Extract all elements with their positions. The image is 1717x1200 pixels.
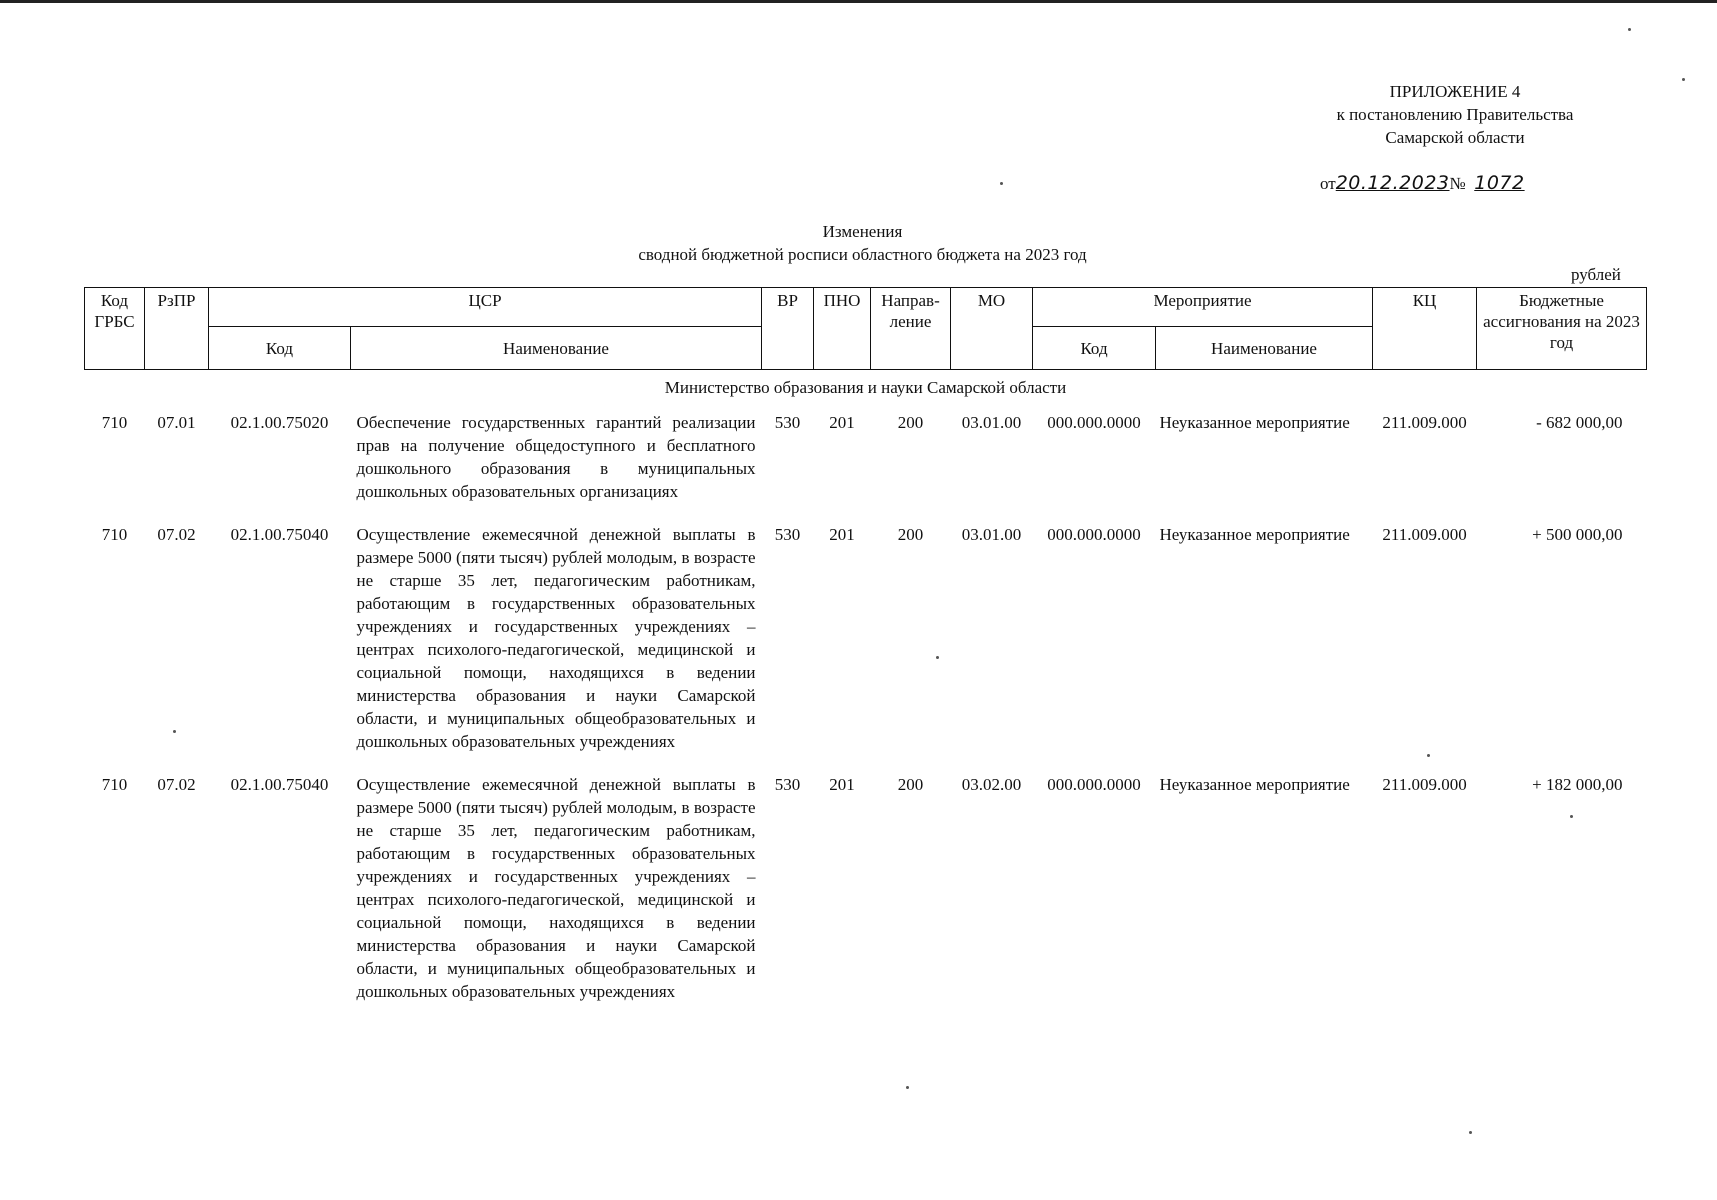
cell-rzpr: 07.02	[157, 525, 196, 544]
cell-event-name: Неуказанное мероприятие	[1159, 775, 1350, 794]
cell-grbs: 710	[101, 775, 128, 794]
scan-speck	[1628, 28, 1631, 31]
cell-kc: 211.009.000	[1382, 413, 1467, 432]
cell-grbs: 710	[101, 525, 128, 544]
cell-direction: 200	[897, 775, 924, 794]
cell-event-name: Неуказанное мероприятие	[1159, 525, 1350, 544]
document-title	[560, 220, 1165, 266]
header-rzpr: РзПР	[145, 288, 209, 370]
cell-csr-name: Обеспечение государственных гарантий реализации прав на получение общедоступного и бесплатного дошкольного образования в муниципальных дошкольных образовательных организациях	[356, 413, 756, 501]
cell-event-code: 000.000.0000	[1047, 413, 1141, 432]
scan-speck	[906, 1086, 909, 1089]
header-mo: МО	[951, 288, 1033, 370]
header-pno: ПНО	[814, 288, 871, 370]
cell-pno: 201	[829, 413, 855, 432]
scan-speck	[1570, 815, 1573, 818]
section-title: Министерство образования и науки Самарской области	[664, 378, 1067, 397]
cell-event-name: Неуказанное мероприятие	[1159, 413, 1350, 432]
header-kc: КЦ	[1373, 288, 1477, 370]
cell-kc: 211.009.000	[1382, 525, 1467, 544]
cell-amount: - 682 000,00	[1536, 413, 1623, 432]
cell-direction: 200	[897, 413, 924, 432]
document-title-line-1: Изменения	[822, 222, 903, 241]
decree-prefix: от	[1320, 174, 1336, 193]
cell-rzpr: 07.02	[157, 775, 196, 794]
appendix-title: ПРИЛОЖЕНИЕ 4	[1389, 82, 1521, 101]
scan-speck	[936, 656, 939, 659]
cell-csr-name: Осуществление ежемесячной денежной выплаты в размере 5000 (пяти тысяч) рублей молодым, в возрасте не старше 35 лет, педагогическим работникам, работающим в государственных образовательных учреждениях и государственных учреждениях – центрах психолого-педагогической, медицинской и социальной помощи, находящихся в ведении министерства образования и науки Самарской области, и муниципальных общеобразовательных и дошкольных образовательных учреждениях	[356, 775, 756, 1001]
table-row	[85, 519, 1647, 769]
decree-number: 1072	[1474, 172, 1525, 194]
cell-mo: 03.02.00	[961, 775, 1022, 794]
cell-pno: 201	[829, 775, 855, 794]
appendix-line-2: Самарской области	[1385, 128, 1525, 147]
document-title-line-2: сводной бюджетной росписи областного бюджета на 2023 год	[638, 245, 1087, 264]
cell-kc: 211.009.000	[1382, 775, 1467, 794]
cell-csr-code: 02.1.00.75040	[230, 775, 329, 794]
cell-event-code: 000.000.0000	[1047, 775, 1141, 794]
section-row	[85, 370, 1647, 408]
cell-csr-code: 02.1.00.75040	[230, 525, 329, 544]
header-event-code: Код	[1033, 327, 1156, 370]
decree-date: 20.12.2023	[1335, 172, 1450, 194]
table-body	[85, 370, 1647, 1020]
cell-mo: 03.01.00	[961, 525, 1022, 544]
scan-speck	[1682, 78, 1685, 81]
scan-top-edge	[0, 0, 1717, 3]
cell-amount: + 500 000,00	[1532, 525, 1623, 544]
header-event: Мероприятие	[1033, 288, 1373, 327]
cell-csr-code: 02.1.00.75020	[230, 413, 329, 432]
cell-event-code: 000.000.0000	[1047, 525, 1141, 544]
scan-speck	[1469, 1131, 1472, 1134]
appendix-block	[1250, 80, 1660, 149]
header-vr: ВР	[762, 288, 814, 370]
table-header	[85, 288, 1647, 370]
scan-speck	[1000, 182, 1003, 185]
cell-mo: 03.01.00	[961, 413, 1022, 432]
scan-speck	[1427, 754, 1430, 757]
header-csr-name: Наименование	[351, 327, 762, 370]
scan-speck	[173, 730, 176, 733]
table-row	[85, 769, 1647, 1019]
header-kod-grbs: Код ГРБС	[85, 288, 145, 370]
cell-csr-name: Осуществление ежемесячной денежной выплаты в размере 5000 (пяти тысяч) рублей молодым, в возрасте не старше 35 лет, педагогическим работникам, работающим в государственных образовательных учреждениях и государственных учреждениях – центрах психолого-педагогической, медицинской и социальной помощи, находящихся в ведении министерства образования и науки Самарской области, и муниципальных общеобразовательных и дошкольных образовательных учреждениях	[356, 525, 756, 751]
cell-vr: 530	[774, 525, 801, 544]
cell-rzpr: 07.01	[157, 413, 196, 432]
cell-amount: + 182 000,00	[1532, 775, 1623, 794]
cell-direction: 200	[897, 525, 924, 544]
cell-vr: 530	[774, 413, 801, 432]
decree-number-label: №	[1449, 174, 1466, 193]
cell-grbs: 710	[101, 413, 128, 432]
header-event-name: Наименование	[1156, 327, 1373, 370]
cell-pno: 201	[829, 525, 855, 544]
header-direction: Направ-ление	[871, 288, 951, 370]
header-budget: Бюджетные ассигнования на 2023 год	[1477, 288, 1647, 370]
header-csr-code: Код	[209, 327, 351, 370]
cell-vr: 530	[774, 775, 801, 794]
table-row	[85, 407, 1647, 519]
decree-line	[1320, 172, 1525, 194]
header-csr: ЦСР	[209, 288, 762, 327]
appendix-line-1: к постановлению Правительства	[1336, 105, 1574, 124]
units-label: рублей	[1571, 265, 1621, 284]
budget-table	[84, 287, 1647, 1019]
